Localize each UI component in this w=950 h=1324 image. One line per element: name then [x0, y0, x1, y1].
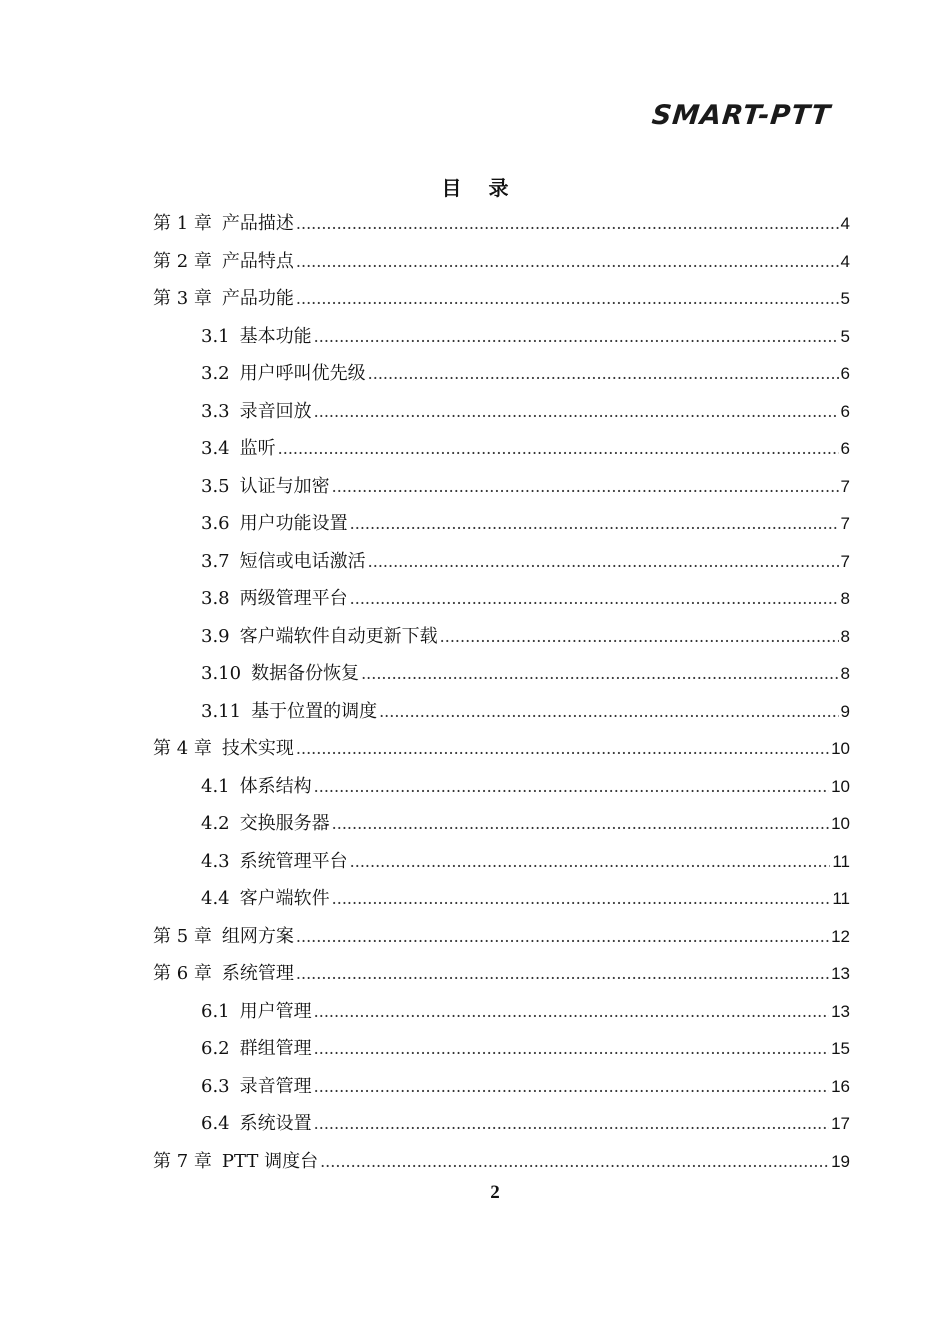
toc-entry-title: 用户管理	[239, 1000, 312, 1022]
toc-entry-label	[153, 918, 294, 956]
toc-entry[interactable]	[153, 805, 850, 843]
toc-entry-number: 6.4	[201, 1113, 230, 1134]
toc-entry-title: 体系结构	[239, 775, 312, 797]
toc-dot-leader	[379, 693, 838, 731]
toc-entry-number: 3.9	[201, 625, 230, 647]
toc-entry[interactable]	[153, 730, 850, 768]
toc-entry[interactable]	[153, 1068, 850, 1106]
toc-entry-label	[201, 768, 312, 806]
toc-dot-leader	[314, 318, 839, 356]
toc-entry-label	[153, 243, 294, 281]
toc-entry-number: 4.1	[201, 775, 230, 797]
toc-entry[interactable]	[153, 468, 850, 506]
toc-entry-number: 第 5 章	[153, 925, 212, 947]
toc-entry-title: 产品特点	[221, 250, 294, 272]
toc-dot-leader	[296, 280, 839, 318]
toc-entry[interactable]	[153, 1105, 850, 1143]
toc-dot-leader	[350, 505, 839, 543]
toc-entry[interactable]	[153, 693, 850, 731]
toc-dot-leader	[296, 955, 829, 993]
toc-entry[interactable]	[153, 918, 850, 956]
toc-dot-leader	[440, 618, 839, 656]
toc-entry[interactable]	[153, 243, 850, 281]
toc-entry-title: 群组管理	[239, 1038, 312, 1059]
toc-entry-page: 13	[831, 1001, 850, 1021]
toc-entry-label	[201, 805, 330, 843]
toc-entry-number: 3.1	[201, 325, 230, 347]
toc-entry-number: 4.2	[201, 813, 230, 834]
toc-entry-page: 6	[840, 439, 850, 458]
toc-entry-number: 4.3	[201, 850, 230, 872]
toc-entry-label	[201, 880, 330, 918]
toc-dot-leader	[314, 1105, 829, 1143]
toc-entry-title: 基本功能	[239, 325, 312, 347]
toc-entry-label	[201, 618, 438, 656]
toc-entry[interactable]	[153, 280, 850, 318]
toc-dot-leader	[296, 243, 839, 281]
toc-entry-label	[201, 843, 348, 881]
toc-entry-page: 8	[840, 626, 850, 646]
toc-entry[interactable]	[153, 355, 850, 393]
toc-entry-title: 录音管理	[239, 1075, 312, 1097]
toc-entry[interactable]	[153, 543, 850, 581]
toc-dot-leader	[368, 543, 839, 581]
toc-dot-leader	[350, 843, 831, 881]
toc-entry-page: 13	[831, 964, 850, 983]
toc-entry-title: 产品描述	[221, 213, 294, 234]
toc-entry-title: 录音回放	[239, 400, 312, 422]
toc-entry-title: 技术实现	[221, 738, 294, 759]
toc-entry-page: 8	[840, 664, 850, 683]
toc-dot-leader	[314, 993, 829, 1031]
toc-entry[interactable]	[153, 393, 850, 431]
toc-entry-page: 7	[840, 551, 850, 571]
toc-entry-title: 短信或电话激活	[239, 550, 366, 572]
page-number: 2	[490, 1182, 500, 1203]
toc-entry-label	[153, 1143, 318, 1181]
toc-entry-title: 产品功能	[221, 288, 294, 309]
toc-dot-leader	[314, 1068, 829, 1106]
toc-entry-title: 用户功能设置	[239, 513, 348, 534]
toc-dot-leader	[361, 655, 838, 693]
toc-entry-page: 4	[840, 251, 850, 271]
toc-dot-leader	[314, 393, 839, 431]
toc-dot-leader	[296, 730, 829, 768]
toc-entry-title: 系统管理	[221, 963, 294, 984]
toc-entry-label	[201, 655, 359, 693]
toc-entry-title: 组网方案	[221, 925, 294, 947]
toc-dot-leader	[296, 918, 829, 956]
toc-entry-number: 6.2	[201, 1038, 230, 1059]
table-of-contents	[153, 205, 850, 1180]
toc-entry-page: 15	[831, 1039, 850, 1058]
toc-dot-leader	[332, 468, 839, 506]
toc-entry-number: 3.7	[201, 550, 230, 572]
toc-entry-number: 3.4	[201, 438, 230, 459]
toc-entry-title: 数据备份恢复	[251, 663, 360, 684]
toc-entry-label	[201, 580, 348, 618]
toc-entry-title: 交换服务器	[239, 813, 330, 834]
toc-dot-leader	[368, 355, 839, 393]
toc-entry-page: 7	[840, 476, 850, 496]
toc-entry-label	[153, 955, 294, 993]
toc-entry[interactable]	[153, 880, 850, 918]
brand-logo: SMART-PTT	[650, 100, 833, 131]
toc-dot-leader	[320, 1143, 829, 1181]
toc-entry-page: 11	[832, 889, 850, 908]
toc-entry-label	[201, 1068, 312, 1106]
toc-entry-number: 3.5	[201, 475, 230, 497]
toc-entry-number: 第 7 章	[153, 1150, 212, 1172]
toc-entry-title: 客户端软件自动更新下载	[239, 625, 438, 647]
toc-entry-page: 7	[840, 514, 850, 533]
toc-entry-label	[201, 543, 366, 581]
toc-entry-page: 19	[831, 1151, 850, 1171]
toc-entry-number: 3.8	[201, 588, 230, 609]
toc-title: 目 录	[441, 176, 519, 200]
toc-entry-label	[201, 693, 377, 731]
toc-dot-leader	[332, 805, 829, 843]
toc-entry-number: 第 1 章	[153, 213, 212, 234]
toc-entry-page: 12	[831, 926, 850, 946]
toc-entry[interactable]	[153, 843, 850, 881]
toc-entry-label	[201, 1030, 312, 1068]
toc-entry-title: PTT 调度台	[221, 1150, 319, 1172]
toc-entry-number: 6.1	[201, 1000, 230, 1022]
toc-entry-title: 监听	[239, 438, 276, 459]
toc-entry[interactable]	[153, 1030, 850, 1068]
toc-entry-label	[153, 205, 294, 243]
toc-dot-leader	[278, 430, 839, 468]
toc-entry-title: 客户端软件	[239, 888, 330, 909]
toc-entry-number: 第 2 章	[153, 250, 212, 272]
toc-entry-label	[201, 430, 276, 468]
toc-entry-label	[201, 393, 312, 431]
toc-entry-number: 3.10	[201, 663, 242, 684]
toc-entry-page: 11	[832, 851, 850, 871]
toc-entry-label	[153, 730, 294, 768]
toc-entry-page: 4	[840, 214, 850, 233]
toc-entry-page: 10	[831, 814, 850, 833]
toc-entry[interactable]	[153, 205, 850, 243]
toc-entry-page: 6	[840, 401, 850, 421]
toc-entry-page: 10	[831, 739, 850, 758]
toc-entry-number: 第 3 章	[153, 288, 212, 309]
toc-entry[interactable]	[153, 318, 850, 356]
toc-entry[interactable]	[153, 505, 850, 543]
toc-entry-number: 第 6 章	[153, 963, 212, 984]
toc-entry[interactable]	[153, 430, 850, 468]
toc-dot-leader	[296, 205, 839, 243]
toc-entry[interactable]	[153, 993, 850, 1031]
toc-entry-title: 用户呼叫优先级	[239, 363, 366, 384]
toc-entry-label	[201, 468, 330, 506]
toc-entry-number: 3.2	[201, 363, 230, 384]
toc-entry-label	[201, 355, 366, 393]
toc-entry-title: 认证与加密	[239, 475, 330, 497]
toc-entry-page: 10	[831, 776, 850, 796]
toc-entry-page: 5	[840, 289, 850, 308]
toc-entry[interactable]	[153, 768, 850, 806]
toc-entry[interactable]	[153, 580, 850, 618]
toc-entry[interactable]	[153, 955, 850, 993]
toc-entry-number: 4.4	[201, 888, 230, 909]
toc-entry-label	[153, 280, 294, 318]
toc-entry-title: 系统设置	[239, 1113, 312, 1134]
toc-entry-label	[201, 505, 348, 543]
toc-entry-page: 8	[840, 589, 850, 608]
toc-entry-page: 5	[840, 326, 850, 346]
toc-dot-leader	[332, 880, 831, 918]
toc-entry[interactable]	[153, 618, 850, 656]
toc-dot-leader	[350, 580, 839, 618]
toc-entry-page: 6	[840, 364, 850, 383]
toc-entry-label	[201, 1105, 312, 1143]
toc-dot-leader	[314, 1030, 829, 1068]
toc-entry[interactable]	[153, 655, 850, 693]
toc-entry-number: 3.3	[201, 400, 230, 422]
toc-entry-page: 16	[831, 1076, 850, 1096]
toc-entry[interactable]	[153, 1143, 850, 1181]
toc-entry-page: 9	[840, 701, 850, 721]
toc-entry-title: 两级管理平台	[239, 588, 348, 609]
toc-entry-number: 3.6	[201, 513, 230, 534]
toc-entry-number: 6.3	[201, 1075, 230, 1097]
toc-entry-number: 3.11	[201, 700, 242, 722]
toc-entry-title: 系统管理平台	[239, 850, 348, 872]
toc-entry-title: 基于位置的调度	[251, 700, 378, 722]
toc-entry-label	[201, 318, 312, 356]
toc-dot-leader	[314, 768, 829, 806]
toc-entry-number: 第 4 章	[153, 738, 212, 759]
toc-entry-label	[201, 993, 312, 1031]
toc-entry-page: 17	[831, 1114, 850, 1133]
